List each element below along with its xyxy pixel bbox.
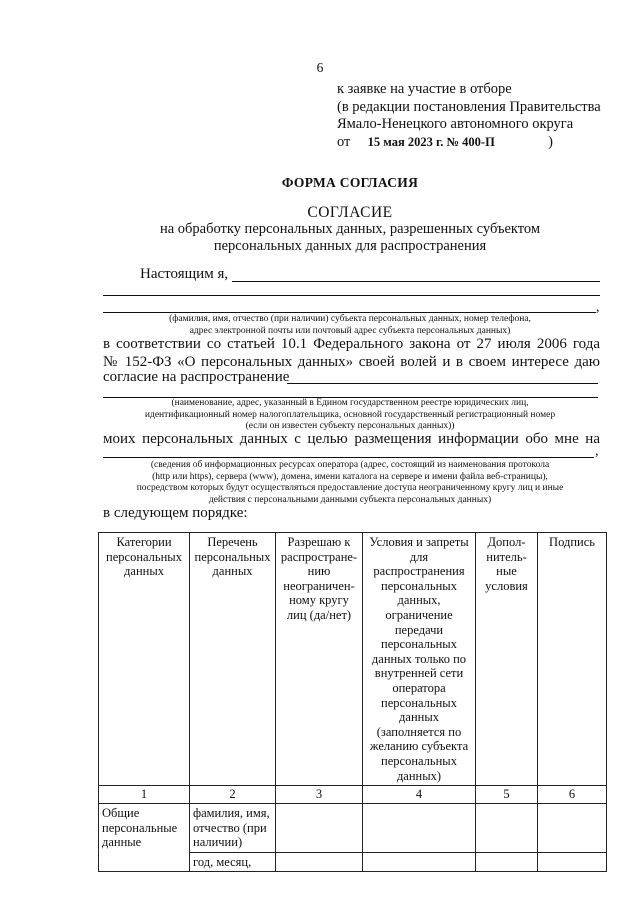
annex-from-label: от	[337, 133, 351, 150]
annex-date-line	[337, 134, 601, 152]
order-text: в следующем порядке:	[103, 505, 248, 521]
permission-cell[interactable]	[276, 852, 363, 872]
column-number: 1	[99, 786, 190, 804]
column-number: 2	[190, 786, 276, 804]
name-field-line[interactable]	[232, 281, 600, 282]
conditions-cell[interactable]	[363, 804, 476, 853]
item-cell: год, месяц,	[190, 852, 276, 872]
consent-heading	[0, 204, 640, 255]
hint-operator-line-3: (если он известен субъекту персональных данных))	[245, 421, 455, 431]
operator-field-line[interactable]	[287, 383, 598, 384]
column-number: 4	[363, 786, 476, 804]
hint-resources	[100, 460, 600, 506]
annex-line-3: Ямало-Ненецкого автономного округа	[337, 116, 574, 132]
header-permission: Разрешаю к распростране-нию неограничен-ному кругу лиц (да/нет)	[276, 533, 363, 786]
table-number-row	[99, 786, 607, 804]
name-field-comma: ,	[596, 300, 600, 315]
intro-text: Настоящим я,	[140, 266, 229, 282]
hint-resources-line-4: действия с персональными данными субъекта персональных данных)	[208, 494, 492, 505]
signature-cell[interactable]	[538, 804, 607, 853]
annex-reference	[337, 81, 601, 151]
hint-operator-line-2: идентификационный номер налогоплательщика, основной государственный регистрационный номер	[144, 409, 556, 420]
hint-resources-line-1: (сведения об информационных ресурсах оператора (адрес, состоящий из наименования протокола	[150, 460, 550, 470]
hint-operator-line-1: (наименование, адрес, указанный в Едином государственном реестре юридических лиц,	[171, 398, 529, 408]
header-signature: Подпись	[538, 533, 607, 786]
hint-subject-data	[100, 314, 600, 337]
resource-field-line[interactable]	[103, 457, 594, 458]
conditions-cell[interactable]	[363, 852, 476, 872]
hint-operator-data	[100, 398, 600, 433]
permission-cell[interactable]	[276, 804, 363, 853]
column-number: 5	[476, 786, 538, 804]
consent-subtitle-1: на обработку персональных данных, разрешенных субъектом	[159, 221, 541, 237]
annex-close-paren: )	[548, 133, 553, 150]
form-title: ФОРМА СОГЛАСИЯ	[281, 175, 419, 190]
additional-cell[interactable]	[476, 852, 538, 872]
header-additional: Допол-нитель-ные условия	[476, 533, 538, 786]
header-list: Перечень персональных данных	[190, 533, 276, 786]
table-row	[99, 804, 607, 853]
hint-subject-line-1: (фамилия, имя, отчество (при наличии) субъекта персональных данных, номер телефона,	[169, 314, 531, 324]
consent-table	[98, 532, 607, 872]
body-text-line-3: согласие на распространение	[103, 369, 290, 385]
annex-line-2: (в редакции постановления Правительства	[337, 98, 601, 115]
resource-field-comma: ,	[595, 444, 599, 459]
hint-resources-line-2: (http или https), сервера (www), домена, имени каталога на сервере и имени файла веб-страницы),	[152, 471, 548, 482]
additional-cell[interactable]	[476, 804, 538, 853]
header-conditions: Условия и запреты для распространения персональных данных, ограничение передачи персональных данных только по внутренней сети оператора персональных данных (заполняется по желанию субъекта персональных данных)	[363, 533, 476, 786]
annex-date: 15 мая 2023 г. № 400-П	[367, 134, 495, 149]
consent-title: СОГЛАСИЕ	[307, 204, 393, 221]
consent-subtitle-2: персональных данных для распространения	[213, 238, 487, 254]
body-text-line-2: № 152-ФЗ «О персональных данных» своей волей и в своем интересе даю	[103, 354, 600, 370]
header-categories: Категории персональных данных	[99, 533, 190, 786]
body-text-line-4: моих персональных данных с целью размещения информации обо мне на	[103, 431, 600, 447]
signature-cell[interactable]	[538, 852, 607, 872]
column-number: 3	[276, 786, 363, 804]
category-cell: Общие персональные данные	[99, 804, 190, 872]
annex-line-1: к заявке на участие в отборе	[337, 81, 512, 97]
body-text-line-1: в соответствии со статьей 10.1 Федерального закона от 27 июля 2006 года	[103, 336, 600, 352]
item-cell: фамилия, имя, отчество (при наличии)	[190, 804, 276, 853]
column-number: 6	[538, 786, 607, 804]
hint-resources-line-3: посредством которых будут осуществляться предоставление доступа неограниченному кругу лиц и иные	[136, 483, 564, 493]
page-number: 6	[316, 60, 324, 75]
name-field-line-2[interactable]	[103, 295, 600, 296]
table-header-row	[99, 533, 607, 786]
hint-subject-line-2: адрес электронной почты или почтовый адрес субъекта персональных данных)	[189, 325, 511, 336]
name-field-line-3[interactable]	[103, 312, 596, 313]
